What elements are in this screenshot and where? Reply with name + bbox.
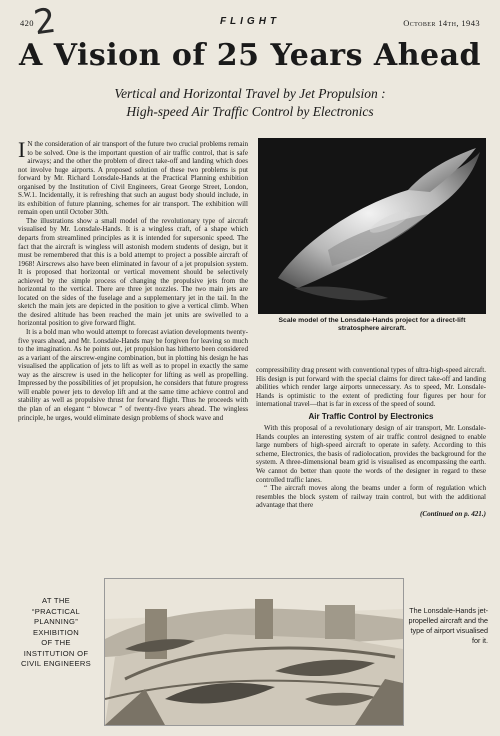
issue-date: October 14th, 1943 xyxy=(403,18,480,28)
body-paragraph: The illustrations show a small model of the revolutionary type of aircraft visualised by Mr. Lonsdale-Hands. It is a wingless craft, of a shape which departs from streamlined principles as it is intended for supersonic speed. The fact that the aircraft is wingless will astonish modern students of design, but it must be remembered that this is a bold attempt to project a possible aircraft of 1968! Airscrews also have been eliminated in favour of a jet propulsion system. It is proposed that horizontal or vertical movement should be selectively achieved by the simple process of changing the propulsive jets from the horizontal to the vertical. There are three jet nozzles. The two main jets are located on the sides of the fuselage and a supplementary jet in the tail. In the sketch the main jets are depicted in the position to give a vertical climb. When the desired altitude has been reached the main jet units are swivelled to a horizontal position to give forward flight. xyxy=(18,216,248,328)
handwritten-mark: 2 xyxy=(31,0,59,44)
page-header xyxy=(0,16,500,30)
article-subtitle-line1: Vertical and Horizontal Travel by Jet Propulsion : xyxy=(114,86,386,101)
illustration-caption: The Lonsdale-Hands jet-propelled aircraft and the type of airport visualised for it. xyxy=(408,606,488,645)
drop-cap: I xyxy=(18,140,26,162)
page-number: 420 xyxy=(20,18,34,28)
article-subtitle-line2: High-speed Air Traffic Control by Electronics xyxy=(126,104,374,119)
aircraft-model-photo xyxy=(258,138,486,314)
airport-drawing xyxy=(105,579,403,725)
aircraft-model-image xyxy=(258,138,486,314)
section-heading: Air Traffic Control by Electronics xyxy=(308,411,434,421)
body-column-right xyxy=(256,366,486,570)
body-paragraph: “ The aircraft moves along the beams under a form of regulation which resembles the block system of railway train control, but with the additional advantage that there xyxy=(256,484,486,510)
body-paragraph: compressibility drag present with conventional types of ultra-high-speed aircraft. His design is put forward with the special claims for direct take-off and landing abilities which render large airports unnecessary. As to speed, Mr. Lonsdale-Hands is optimistic to the extent of predicting four figures per hour for international travel—that is far in excess of the speed of sound. xyxy=(256,366,486,409)
body-paragraph: With this proposal of a revolutionary design of air transport, Mr. Lonsdale-Hands couples an interesting system of air traffic control designed to enable large numbers of high-speed aircraft to operate in safety. According to this scheme, Electronics, the basis of radiolocation, provides the background for the system. A three-dimensional beam grid is visualised as encompassing the earth. We cannot do better than quote the words of the designer in regard to these controlled traffic lanes. xyxy=(256,424,486,484)
exhibition-caption: AT THE “PRACTICAL PLANNING” EXHIBITION OF THE INSTITUTION OF CIVIL ENGINEERS xyxy=(20,596,92,668)
photo-caption: Scale model of the Lonsdale-Hands project for a direct-lift stratosphere aircraft. xyxy=(278,317,466,333)
publication-name: FLIGHT xyxy=(219,16,281,27)
article-title: A Vision of 25 Years Ahead xyxy=(18,38,482,73)
airport-illustration xyxy=(104,578,404,726)
body-paragraph: It is a bold man who would attempt to forecast aviation developments twenty-five years ahead, and Mr. Lonsdale-Hands may be forgiven for leaving so much to the imagination. As he points out, jet propulsion has hitherto been considered as a variant of the airscrew-engine combination, but in plotting his design he has visualised the application of jets to lift as well as to propel in exactly the same way as the airscrew is used in the helicopter for lifting as well as propelling. Impressed by the possibilities of jet propulsion, he considers that future progress will enable power jets to develop lift and at the same time achieve control and stability as well as propulsive thrust for forward flight. Thus he proceeds with the plan of an elegant “ blowcar ” of twenty-five years ahead. The wingless principle, he urges, would eliminate design problems of shock wave and xyxy=(18,328,248,422)
body-paragraph: I N the consideration of air transport of the future two crucial problems remain to be solved. One is the important question of air traffic control, that is safe airways; and the other the problem of direct take-off and landing which does not involve huge airports. A proposed solution of these two problems is put forward by Mr. Richard Lonsdale-Hands at the Practical Planning exhibition organised by the Institution of Civil Engineers, Great George Street, London, S.W.1. Incidentally, it is refreshing that such an august body should include, in its exhibition of future planning, schemes for air transport. The exhibition will remain open until October 30th. xyxy=(18,140,248,217)
body-column-left xyxy=(18,140,248,572)
continued-note: (Continued on p. 421.) xyxy=(419,509,486,518)
